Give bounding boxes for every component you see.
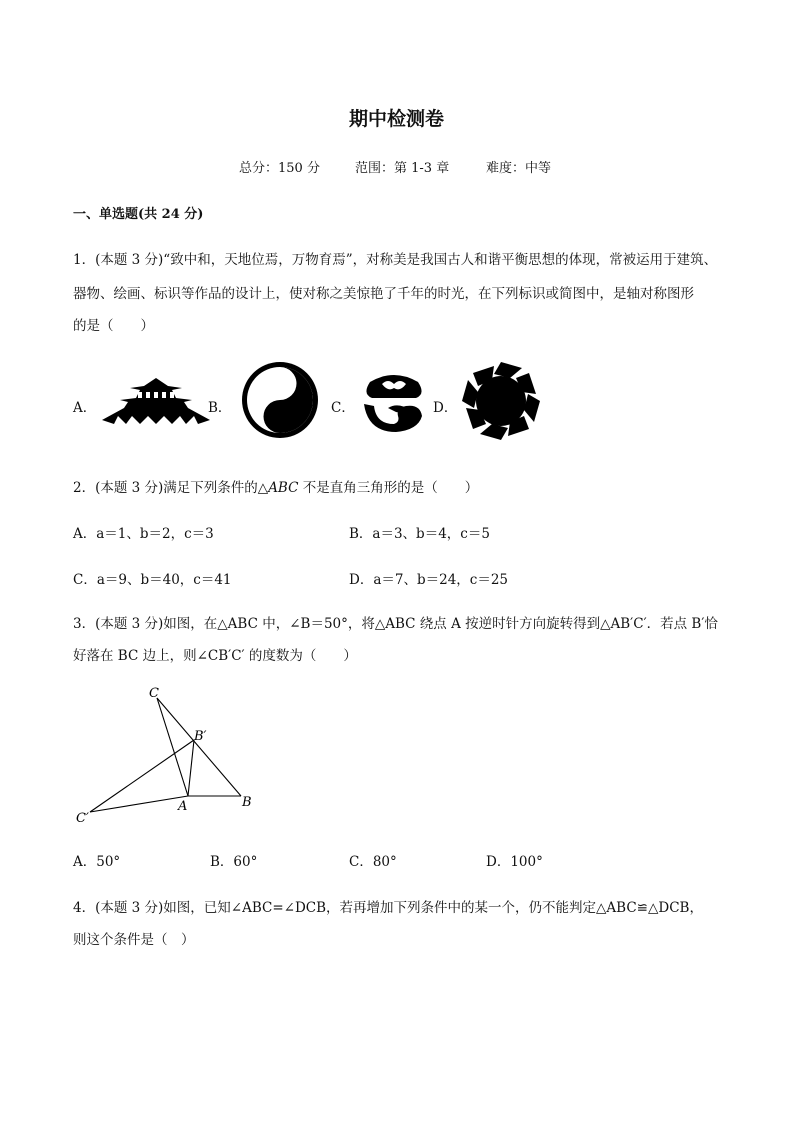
q1-option-b-label: B． bbox=[208, 400, 232, 416]
rotating-octagon-icon bbox=[458, 358, 544, 444]
label-a: A bbox=[178, 799, 188, 814]
q2-option-b: B．a＝3、b＝4，c＝5 bbox=[349, 526, 490, 542]
q3-option-b: B．60° bbox=[210, 854, 258, 870]
q1-option-a-label: A． bbox=[73, 400, 97, 416]
question-4-line-2: 则这个条件是（ ） bbox=[73, 932, 195, 948]
question-1-line-2: 器物、绘画、标识等作品的设计上，使对称之美惊艳了千年的时光，在下列标识或简图中，是轴对称图形 bbox=[73, 286, 694, 302]
q2-option-a: A．a＝1、b＝2，c＝3 bbox=[73, 526, 214, 542]
q3-option-a: A．50° bbox=[73, 854, 121, 870]
swirl-emblem-icon bbox=[360, 372, 428, 436]
label-c-prime: C′ bbox=[76, 811, 89, 826]
segment-c-prime-a bbox=[90, 796, 188, 812]
q2-option-d: D．a＝7、b＝24，c＝25 bbox=[349, 572, 509, 588]
question-1-line-1: 1．(本题 3 分)“致中和，天地位焉，万物育焉”，对称美是我国古人和谐平衡思想的体现，常被运用于建筑、 bbox=[73, 252, 718, 268]
question-3-line-1: 3．(本题 3 分)如图，在△ABC 中，∠B＝50°，将△ABC 绕点 A 按逆时针方向旋转得到△AB′C′．若点 B′恰 bbox=[73, 616, 718, 632]
chapter-range: 范围：第 1-3 章 bbox=[355, 161, 450, 176]
q1-option-c-label: C． bbox=[331, 400, 355, 416]
q3-option-c: C．80° bbox=[349, 854, 397, 870]
q1-option-d-label: D． bbox=[433, 400, 458, 416]
difficulty: 难度：中等 bbox=[486, 161, 552, 176]
label-c: C bbox=[149, 686, 159, 701]
yin-yang-icon bbox=[240, 360, 320, 440]
page-title: 期中检测卷 bbox=[348, 108, 444, 130]
segment-ab-prime bbox=[188, 740, 194, 796]
section-heading: 一、单选题(共 24 分) bbox=[73, 207, 204, 222]
total-score: 总分：150 分 bbox=[239, 161, 320, 176]
label-b-prime: B′ bbox=[194, 729, 207, 744]
question-2-stem-post: 不是直角三角形的是（ ） bbox=[298, 480, 479, 496]
label-b: B bbox=[242, 795, 252, 810]
question-3-line-2: 好落在 BC 边上，则∠CB′C′ 的度数为（ ） bbox=[73, 648, 357, 664]
question-2-stem bbox=[73, 476, 478, 496]
segment-cb bbox=[157, 698, 241, 796]
triangle-rotation-figure bbox=[70, 680, 270, 830]
question-2-stem-var: ABC bbox=[268, 480, 299, 496]
q3-option-d: D．100° bbox=[486, 854, 543, 870]
question-4-line-1: 4．(本题 3 分)如图，已知∠ABC=∠DCB，若再增加下列条件中的某一个，仍不能判定△ABC≌△DCB， bbox=[73, 900, 703, 916]
building-silhouette-icon bbox=[100, 376, 212, 426]
q2-option-c: C．a＝9、b＝40，c＝41 bbox=[73, 572, 232, 588]
question-1-line-3: 的是（ ） bbox=[73, 318, 154, 334]
question-2-stem-pre: 2．(本题 3 分)满足下列条件的△ bbox=[73, 480, 269, 496]
